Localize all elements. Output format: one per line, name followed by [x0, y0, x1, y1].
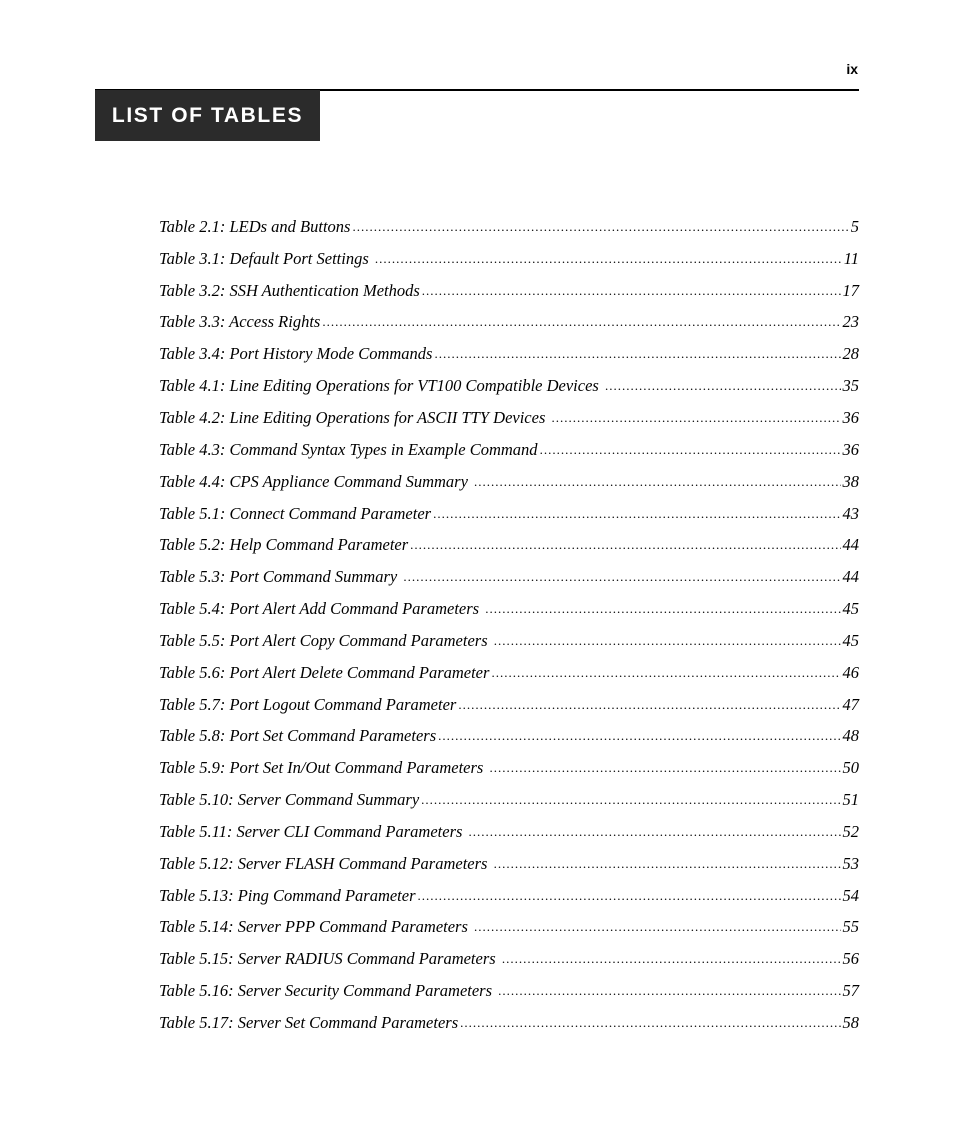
- dot-leader: [605, 376, 841, 396]
- table-entry-page: 47: [842, 694, 859, 714]
- table-entry-page: 56: [842, 949, 859, 969]
- table-entry-page: 23: [842, 312, 859, 332]
- table-entry[interactable]: [159, 307, 859, 339]
- table-entry-page: 44: [842, 567, 859, 587]
- table-entry-title: Table 5.2: Help Command Parameter: [159, 535, 409, 555]
- table-entry-title: Table 5.17: Server Set Command Parameters: [159, 1013, 459, 1033]
- table-entry-title: Table 4.4: CPS Appliance Command Summary: [159, 471, 473, 491]
- table-entry-page: 54: [842, 885, 859, 905]
- table-entry[interactable]: [159, 529, 859, 561]
- dot-leader: [489, 758, 840, 778]
- dot-leader: [552, 408, 841, 428]
- table-entry[interactable]: [159, 434, 859, 466]
- table-list: [159, 211, 859, 1039]
- table-entry-page: 5: [850, 216, 859, 236]
- table-entry-title: Table 3.4: Port History Mode Commands: [159, 344, 433, 364]
- table-entry-title: Table 5.1: Connect Command Parameter: [159, 503, 432, 523]
- table-entry[interactable]: [159, 943, 859, 975]
- table-entry-page: 36: [842, 439, 859, 459]
- dot-leader: [403, 567, 840, 587]
- dot-leader: [491, 663, 840, 683]
- dot-leader: [422, 281, 841, 301]
- dot-leader: [418, 886, 841, 906]
- table-entry-title: Table 5.15: Server RADIUS Command Parameters: [159, 949, 500, 969]
- table-entry-page: 48: [842, 726, 859, 746]
- dot-leader: [352, 217, 848, 237]
- dot-leader: [485, 599, 840, 619]
- table-entry[interactable]: [159, 338, 859, 370]
- dot-leader: [540, 440, 841, 460]
- table-entry-page: 17: [842, 280, 859, 300]
- table-entry[interactable]: [159, 1007, 859, 1039]
- table-entry-title: Table 5.5: Port Alert Copy Command Parameters: [159, 630, 492, 650]
- table-entry[interactable]: [159, 975, 859, 1007]
- table-entry[interactable]: [159, 275, 859, 307]
- table-entry-title: Table 5.11: Server CLI Command Parameters: [159, 821, 467, 841]
- dot-leader: [458, 695, 840, 715]
- table-entry[interactable]: [159, 243, 859, 275]
- dot-leader: [498, 981, 840, 1001]
- table-entry-page: 58: [842, 1013, 859, 1033]
- table-entry-page: 44: [842, 535, 859, 555]
- table-entry-title: Table 5.4: Port Alert Add Command Parameters: [159, 599, 484, 619]
- dot-leader: [494, 631, 841, 651]
- table-entry-title: Table 5.13: Ping Command Parameter: [159, 885, 416, 905]
- table-entry[interactable]: [159, 498, 859, 530]
- table-entry-title: Table 4.1: Line Editing Operations for VT100 Compatible Devices: [159, 376, 603, 396]
- table-entry[interactable]: [159, 752, 859, 784]
- dot-leader: [469, 822, 841, 842]
- table-entry-title: Table 5.6: Port Alert Delete Command Parameter: [159, 662, 490, 682]
- table-entry[interactable]: [159, 880, 859, 912]
- dot-leader: [502, 949, 841, 969]
- table-entry-page: 35: [842, 376, 859, 396]
- table-entry-page: 43: [842, 503, 859, 523]
- table-entry-page: 53: [842, 853, 859, 873]
- table-entry-title: Table 5.16: Server Security Command Parameters: [159, 981, 497, 1001]
- table-entry-title: Table 5.7: Port Logout Command Parameter: [159, 694, 457, 714]
- table-entry[interactable]: [159, 784, 859, 816]
- table-entry-page: 46: [842, 662, 859, 682]
- dot-leader: [434, 344, 840, 364]
- dot-leader: [421, 790, 840, 810]
- table-entry-page: 55: [842, 917, 859, 937]
- table-entry[interactable]: [159, 561, 859, 593]
- dot-leader: [460, 1013, 840, 1033]
- table-entry-page: 38: [842, 471, 859, 491]
- table-entry[interactable]: [159, 402, 859, 434]
- dot-leader: [474, 472, 840, 492]
- table-entry-page: 28: [842, 344, 859, 364]
- table-entry-title: Table 5.14: Server PPP Command Parameters: [159, 917, 473, 937]
- table-entry[interactable]: [159, 466, 859, 498]
- dot-leader: [438, 726, 840, 746]
- table-entry[interactable]: [159, 211, 859, 243]
- table-entry[interactable]: [159, 721, 859, 753]
- table-entry-page: 57: [842, 981, 859, 1001]
- table-entry-title: Table 4.2: Line Editing Operations for ASCII TTY Devices: [159, 407, 550, 427]
- table-entry-title: Table 5.9: Port Set In/Out Command Parameters: [159, 758, 488, 778]
- table-entry[interactable]: [159, 657, 859, 689]
- table-entry[interactable]: [159, 912, 859, 944]
- dot-leader: [494, 854, 841, 874]
- table-entry-page: 45: [842, 630, 859, 650]
- table-entry-page: 45: [842, 599, 859, 619]
- section-banner: [95, 90, 320, 141]
- table-entry[interactable]: [159, 370, 859, 402]
- table-entry[interactable]: [159, 689, 859, 721]
- table-entry-title: Table 3.2: SSH Authentication Methods: [159, 280, 420, 300]
- table-entry[interactable]: [159, 625, 859, 657]
- dot-leader: [474, 917, 840, 937]
- table-entry-title: Table 4.3: Command Syntax Types in Example Command: [159, 439, 538, 459]
- table-entry-page: 11: [843, 248, 859, 268]
- dot-leader: [433, 504, 840, 524]
- table-entry-title: Table 5.3: Port Command Summary: [159, 567, 402, 587]
- table-entry-title: Table 5.8: Port Set Command Parameters: [159, 726, 437, 746]
- page-number: ix: [846, 61, 858, 77]
- table-entry-title: Table 3.3: Access Rights: [159, 312, 321, 332]
- table-entry-title: Table 3.1: Default Port Settings: [159, 248, 373, 268]
- table-entry-title: Table 5.10: Server Command Summary: [159, 790, 420, 810]
- section-title: LIST OF TABLES: [111, 103, 304, 127]
- dot-leader: [410, 535, 840, 555]
- table-entry-title: Table 5.12: Server FLASH Command Parameters: [159, 853, 492, 873]
- table-entry-page: 51: [842, 790, 859, 810]
- table-entry[interactable]: [159, 848, 859, 880]
- table-entry-page: 52: [842, 821, 859, 841]
- table-entry[interactable]: [159, 816, 859, 848]
- table-entry-title: Table 2.1: LEDs and Buttons: [159, 216, 351, 236]
- table-entry[interactable]: [159, 593, 859, 625]
- dot-leader: [375, 249, 842, 269]
- table-entry-page: 36: [842, 407, 859, 427]
- dot-leader: [322, 312, 840, 332]
- table-entry-page: 50: [842, 758, 859, 778]
